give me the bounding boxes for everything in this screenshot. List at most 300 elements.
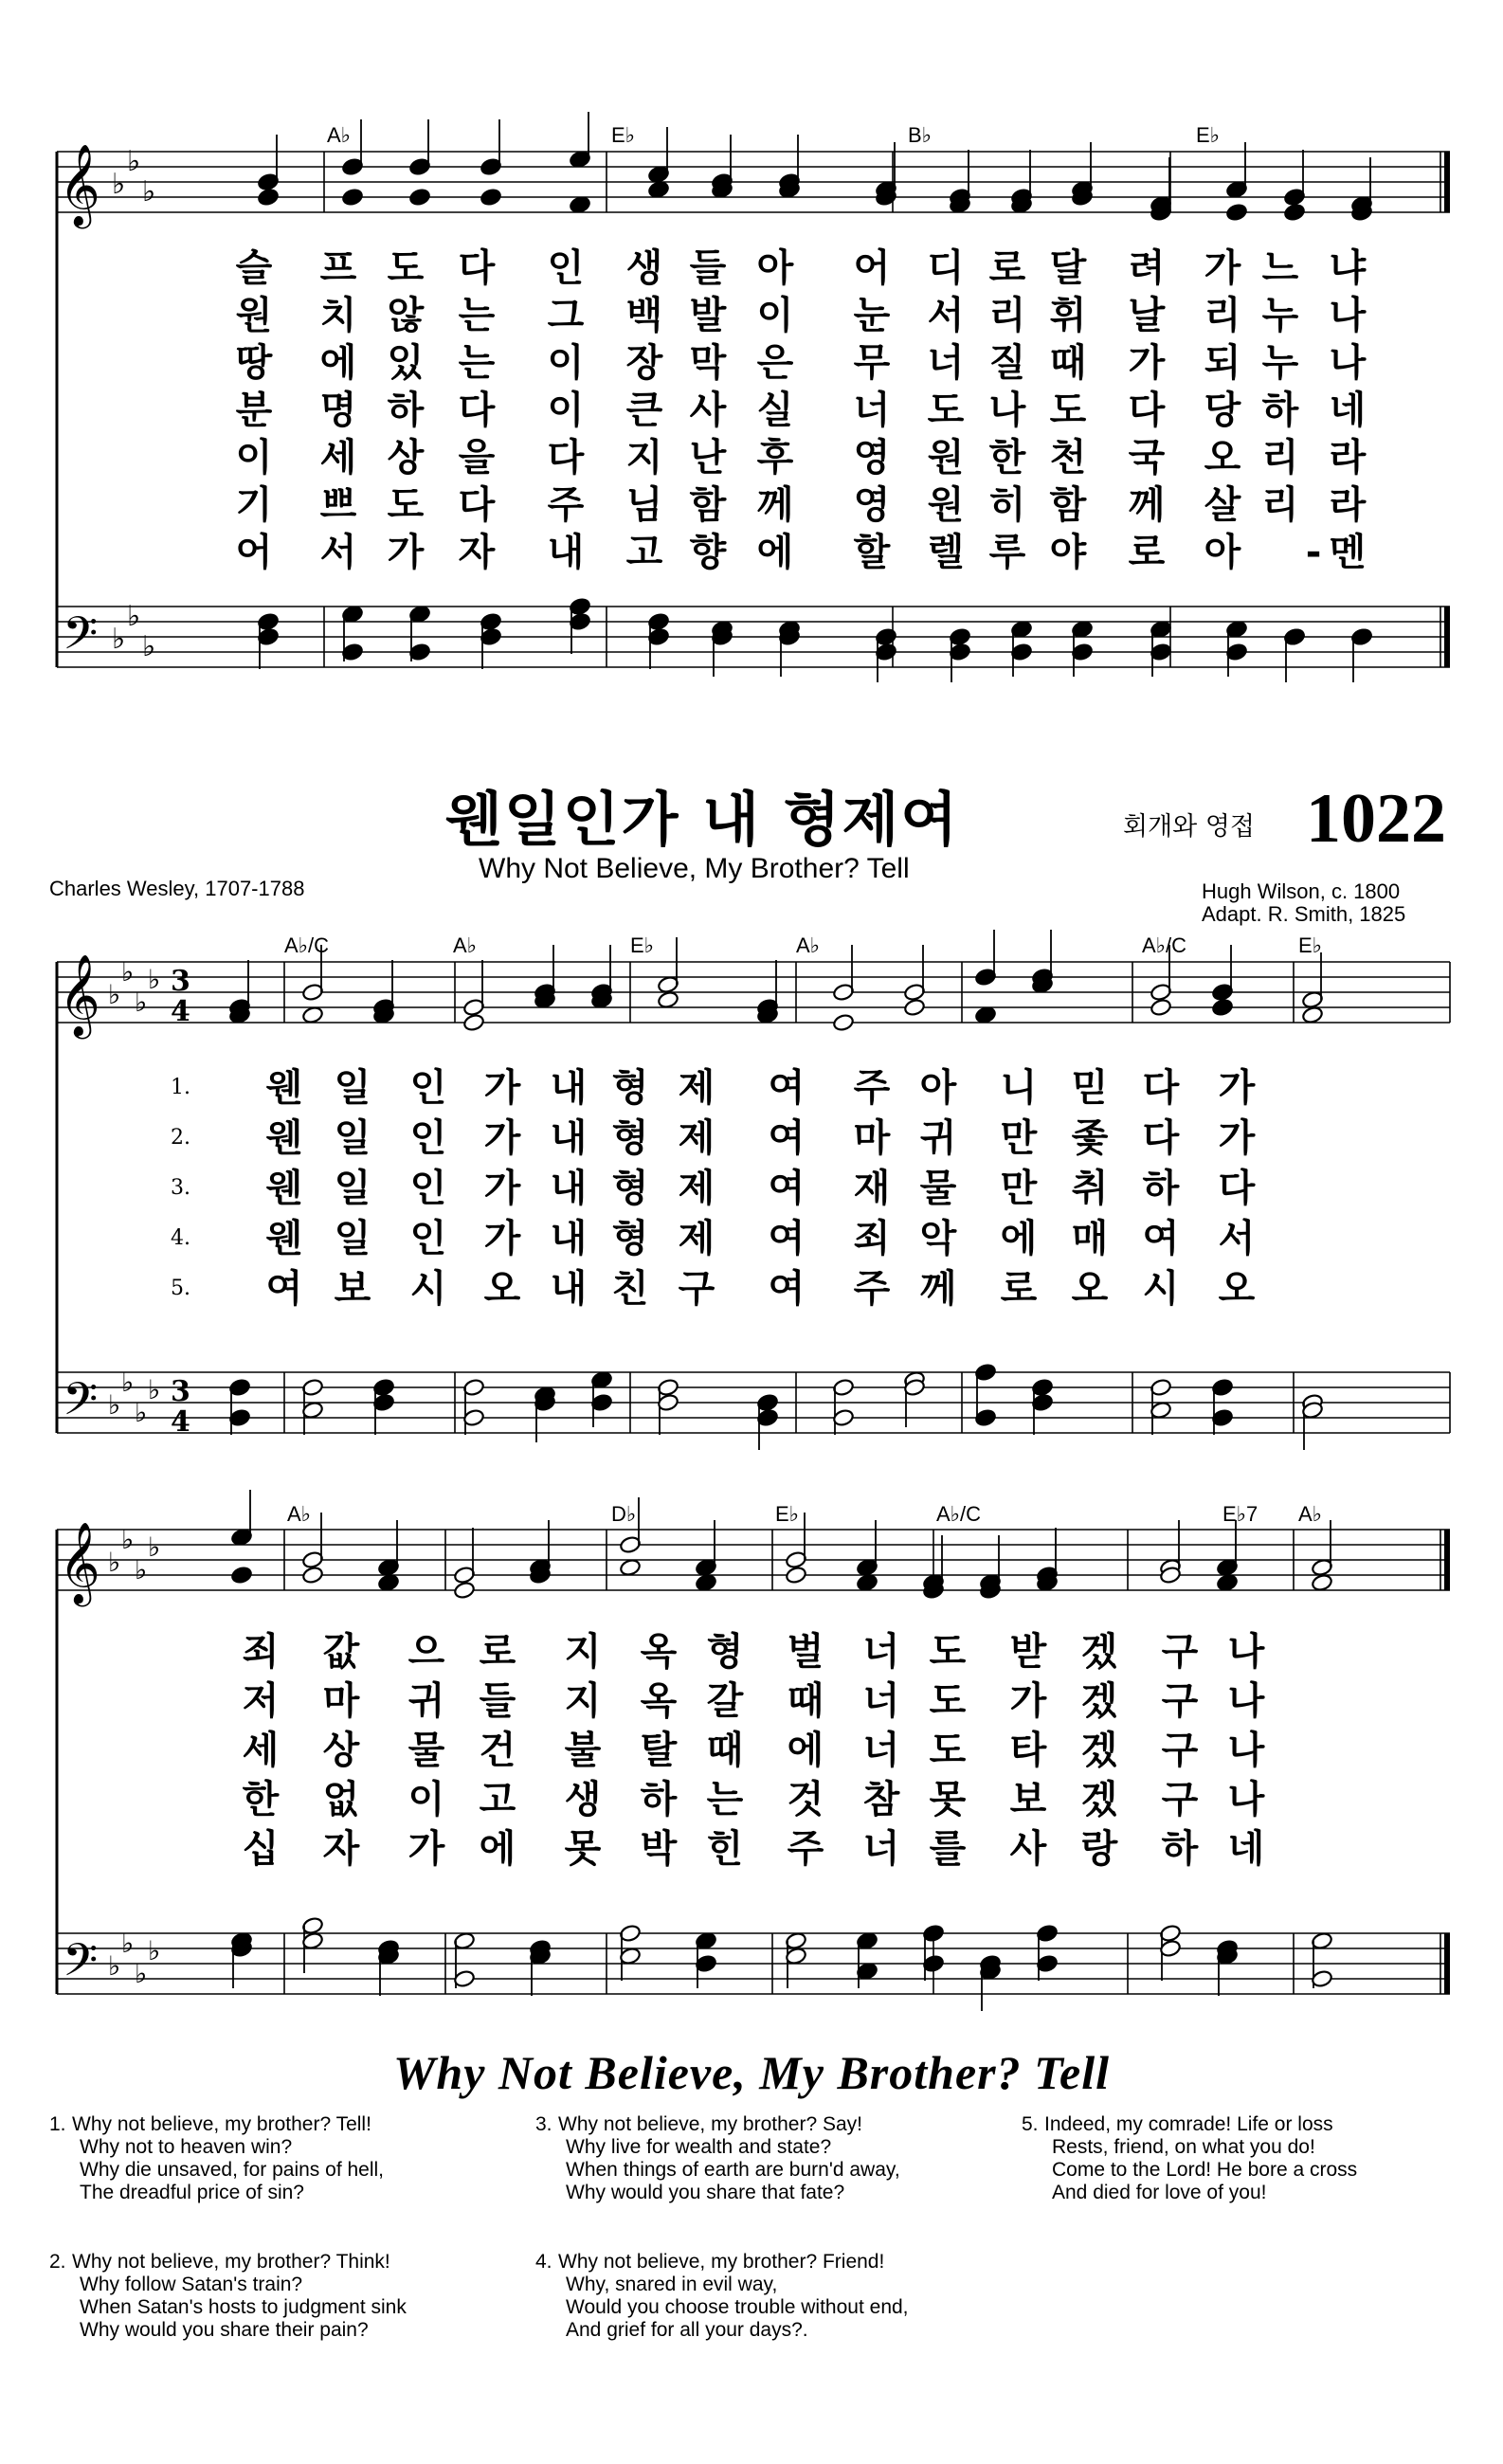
lyric-syllable: 주: [547, 483, 585, 527]
tune-credit-1: Hugh Wilson, c. 1800: [1202, 879, 1401, 903]
lyric-syllable: 악: [919, 1217, 957, 1260]
chord-symbol: E♭: [1298, 933, 1323, 957]
lyric-syllable: 나: [988, 389, 1026, 432]
english-verse-line: Why follow Satan's train?: [80, 2274, 303, 2295]
lyric-syllable: 형: [611, 1217, 649, 1260]
lyric-syllable: 탈: [640, 1729, 678, 1772]
lyric-syllable: 생: [564, 1778, 602, 1821]
lyric-line: [0, 1773, 1503, 1826]
lyric-syllable: 한: [988, 436, 1026, 480]
svg-text:♭: ♭: [135, 1958, 148, 1989]
lyric-syllable: 마: [853, 1116, 891, 1160]
lyric-syllable: 분: [235, 389, 273, 432]
lyric-syllable: 겠: [1080, 1778, 1118, 1821]
lyric-syllable: 오: [1204, 436, 1241, 480]
lyric-syllable: 너: [927, 341, 965, 385]
svg-text:♭: ♭: [108, 1389, 121, 1421]
lyric-syllable: 매: [1071, 1217, 1109, 1260]
lyric-syllable: 으: [407, 1630, 445, 1674]
notehead: [785, 1566, 807, 1585]
lyric-syllable: 원: [927, 436, 965, 480]
system-2-final-barline-bass: [1444, 1933, 1450, 1994]
lyric-syllable: 너: [862, 1630, 900, 1674]
lyric-syllable: 함: [689, 483, 727, 527]
english-verse-line: Indeed, my comrade! Life or loss: [1044, 2113, 1333, 2135]
lyric-syllable: 라: [1329, 436, 1367, 480]
lyric-syllable: 벌: [787, 1630, 824, 1674]
lyric-syllable: 멘: [1329, 531, 1367, 574]
english-verse-line: When Satan's hosts to judgment sink: [80, 2296, 407, 2318]
lyric-syllable: 가: [483, 1066, 521, 1110]
lyric-syllable: 발: [689, 294, 727, 337]
svg-text:♭: ♭: [148, 1374, 161, 1405]
svg-text:♭: ♭: [127, 145, 141, 178]
lyric-syllable: 인: [409, 1167, 447, 1210]
svg-text:♭: ♭: [121, 1524, 135, 1555]
english-verse-line: Why not to heaven win?: [80, 2136, 293, 2158]
lyric-syllable: 일: [334, 1217, 371, 1260]
system-2-treble-staff: [57, 1530, 1450, 1590]
notehead: [230, 1566, 253, 1585]
lyric-syllable: 시: [409, 1267, 447, 1311]
lyric-syllable: 원: [235, 294, 273, 337]
lyric-syllable: 들: [479, 1679, 516, 1723]
lyric-syllable: 여: [768, 1217, 806, 1260]
english-verse-number: 2.: [49, 2251, 66, 2273]
lyric-syllable: 을: [458, 436, 496, 480]
lyric-syllable: 세: [242, 1729, 280, 1772]
lyric-syllable: 에: [787, 1729, 824, 1772]
lyric-syllable: 어: [235, 531, 273, 574]
lyric-syllable: 실: [756, 389, 794, 432]
lyric-syllable: 다: [1142, 1116, 1180, 1160]
lyric-syllable: 죄: [853, 1217, 891, 1260]
lyric-syllable: 로: [479, 1630, 516, 1674]
notehead: [856, 1573, 878, 1592]
chord-symbol: D♭: [611, 1502, 637, 1526]
notehead: [1311, 1573, 1333, 1592]
svg-text:♭: ♭: [142, 175, 156, 208]
verse-number: 2.: [171, 1126, 190, 1150]
lyric-syllable: 내: [550, 1167, 588, 1210]
lyric-syllable: 저: [242, 1679, 280, 1723]
lyric-syllable: 서: [1218, 1217, 1256, 1260]
lyric-syllable: 나: [1227, 1778, 1265, 1821]
lyric-syllable: 형: [706, 1630, 744, 1674]
lyric-syllable: 믿: [1071, 1066, 1109, 1110]
lyric-syllable: 는: [458, 341, 496, 385]
lyric-syllable: 다: [458, 246, 496, 290]
lyric-syllable: 지: [564, 1630, 602, 1674]
lyric-syllable: 이: [235, 436, 273, 480]
lyric-syllable: 쁘: [319, 483, 357, 527]
verse-number: 3.: [171, 1176, 190, 1200]
english-verse-number: 1.: [49, 2113, 66, 2135]
chord-symbol: A♭: [796, 933, 821, 957]
lyric-syllable: 기: [235, 483, 273, 527]
lyric-syllable: 참: [862, 1778, 900, 1821]
chord-symbol: A♭/C: [936, 1502, 982, 1526]
lyric-syllable: 제: [678, 1116, 715, 1160]
svg-text:3: 3: [171, 1375, 190, 1408]
lyric-syllable: 라: [1329, 483, 1367, 527]
lyric-syllable: 나: [1227, 1630, 1265, 1674]
lyric-syllable: 못: [564, 1827, 602, 1871]
lyric-syllable: 되: [1204, 341, 1241, 385]
lyric-syllable: 때: [1049, 341, 1087, 385]
lyric-syllable: 루: [988, 531, 1026, 574]
lyric-syllable: 는: [706, 1778, 744, 1821]
lyric-syllable: 구: [1161, 1729, 1199, 1772]
lyric-syllable: 하: [1142, 1167, 1180, 1210]
lyric-syllable: 랑: [1080, 1827, 1118, 1871]
lyric-syllable: 다: [1128, 389, 1166, 432]
lyric-syllable: 살: [1204, 483, 1241, 527]
lyric-syllable: 막: [689, 341, 727, 385]
svg-text:♭: ♭: [112, 623, 126, 656]
lyric-syllable: 달: [1049, 246, 1087, 290]
system-1-treble-clef: 𝄞: [59, 954, 100, 1036]
lyric-syllable: 구: [678, 1267, 715, 1311]
lyric-syllable: 상: [322, 1729, 360, 1772]
chord-symbol: E♭7: [1222, 1502, 1259, 1526]
lyric-syllable: 형: [611, 1167, 649, 1210]
svg-text:3: 3: [171, 965, 190, 998]
lyric-syllable: 물: [407, 1729, 445, 1772]
lyric-syllable: 제: [678, 1066, 715, 1110]
lyric-syllable: 냐: [1329, 246, 1367, 290]
lyric-syllable: 가: [1009, 1679, 1047, 1723]
lyric-syllable: 취: [1071, 1167, 1109, 1210]
lyric-syllable: 주: [853, 1267, 891, 1311]
english-verse: [49, 2113, 384, 2204]
notehead: [301, 1566, 324, 1585]
notehead: [453, 1581, 476, 1600]
lyric-syllable: 내: [547, 531, 585, 574]
lyric-syllable: 보: [1009, 1778, 1047, 1821]
lyric-syllable: 치: [319, 294, 357, 337]
lyric-syllable: 물: [919, 1167, 957, 1210]
lyric-syllable: 네: [1329, 389, 1367, 432]
svg-text:♭: ♭: [121, 956, 135, 987]
lyric-syllable: 도: [929, 1630, 967, 1674]
svg-text:♭: ♭: [108, 1950, 121, 1982]
lyric-syllable: 없: [322, 1778, 360, 1821]
lyric-syllable: 다: [1218, 1167, 1256, 1210]
chord-symbol: E♭: [1196, 123, 1221, 147]
system-2-final-barline: [1444, 1530, 1450, 1590]
lyric-syllable: 백: [625, 294, 663, 337]
lyric-syllable: 가: [483, 1116, 521, 1160]
lyric-syllable: 옥: [640, 1630, 678, 1674]
lyric-syllable: 야: [1049, 531, 1087, 574]
lyric-syllable: 형: [611, 1066, 649, 1110]
english-verse-line: And grief for all your days?.: [566, 2319, 808, 2341]
svg-text:♭: ♭: [148, 1935, 161, 1966]
english-verse-line: Would you choose trouble without end,: [566, 2296, 909, 2318]
text-credit: Charles Wesley, 1707-1788: [49, 877, 305, 900]
lyric-syllable: 때: [706, 1729, 744, 1772]
lyric-syllable: 도: [387, 246, 425, 290]
lyric-syllable: 자: [458, 531, 496, 574]
english-verse-line: Why not believe, my brother? Tell!: [72, 2113, 371, 2135]
chord-symbol: A♭: [1298, 1502, 1323, 1526]
lyric-syllable: 나: [1227, 1729, 1265, 1772]
lyric-syllable: 누: [1261, 294, 1299, 337]
lyric-syllable: 는: [458, 294, 496, 337]
lyric-syllable: 영: [853, 483, 891, 527]
notehead: [695, 1573, 717, 1592]
hyphen-dash: -: [1305, 531, 1322, 574]
lyric-syllable: 가: [387, 531, 425, 574]
lyric-syllable: 주: [787, 1827, 824, 1871]
lyric-line: [0, 1625, 1503, 1678]
lyric-syllable: 너: [862, 1827, 900, 1871]
lyric-syllable: 도: [927, 389, 965, 432]
lyric-syllable: 내: [550, 1066, 588, 1110]
lyric-syllable: 누: [1261, 341, 1299, 385]
lyric-syllable: 나: [1227, 1679, 1265, 1723]
lyric-syllable: 구: [1161, 1630, 1199, 1674]
lyric-syllable: 타: [1009, 1729, 1047, 1772]
svg-text:♭: ♭: [121, 1928, 135, 1959]
lyric-syllable: 려: [1128, 246, 1166, 290]
lyric-syllable: 나: [1329, 341, 1367, 385]
lyric-syllable: 지: [564, 1679, 602, 1723]
lyric-syllable: 명: [319, 389, 357, 432]
lyric-syllable: 에: [1000, 1217, 1038, 1260]
lyric-syllable: 아: [1204, 531, 1241, 574]
system-2-bass-clef: 𝄢: [63, 1933, 99, 1998]
lyric-syllable: 받: [1009, 1630, 1047, 1674]
lyric-syllable: 도: [929, 1729, 967, 1772]
notehead: [1216, 1573, 1239, 1592]
hymn-category: 회개와 영접: [1123, 812, 1255, 842]
lyric-syllable: 구: [1161, 1679, 1199, 1723]
lyric-line: [0, 1822, 1503, 1875]
system-1-bass-clef: 𝄢: [63, 1372, 99, 1437]
lyric-syllable: 형: [611, 1116, 649, 1160]
notehead: [619, 1558, 642, 1577]
english-verse-line: Why would you share that fate?: [566, 2182, 845, 2203]
top-treble-clef: 𝄞: [59, 144, 100, 226]
lyric-syllable: 제: [678, 1167, 715, 1210]
lyric-syllable: 리: [1261, 483, 1299, 527]
lyric-syllable: 은: [756, 341, 794, 385]
chord-symbol: A♭/C: [1142, 933, 1187, 957]
lyric-syllable: 시: [1142, 1267, 1180, 1311]
svg-text:♭: ♭: [135, 1554, 148, 1585]
lyric-syllable: 제: [678, 1217, 715, 1260]
english-verse-line: The dreadful price of sin?: [80, 2182, 304, 2203]
lyric-syllable: 이: [547, 389, 585, 432]
svg-text:♭: ♭: [148, 964, 161, 995]
lyric-syllable: 리: [1204, 294, 1241, 337]
lyric-syllable: 장: [625, 341, 663, 385]
top-bass-clef: 𝄢: [63, 607, 99, 671]
lyric-syllable: 아: [756, 246, 794, 290]
lyric-syllable: 가: [1204, 246, 1241, 290]
lyric-syllable: 아: [919, 1066, 957, 1110]
lyric-syllable: 이: [407, 1778, 445, 1821]
hymn-title-english: Why Not Believe, My Brother? Tell: [479, 853, 910, 884]
lyric-syllable: 로: [1000, 1267, 1038, 1311]
svg-text:4: 4: [171, 995, 190, 1028]
lyric-syllable: 여: [265, 1267, 303, 1311]
lyric-syllable: 어: [853, 246, 891, 290]
lyric-syllable: 무: [853, 341, 891, 385]
lyric-syllable: 땅: [235, 341, 273, 385]
lyric-syllable: 죄: [242, 1630, 280, 1674]
lyric-syllable: 힌: [706, 1827, 744, 1871]
lyric-syllable: 여: [768, 1267, 806, 1311]
lyric-syllable: 다: [458, 389, 496, 432]
lyric-syllable: 일: [334, 1066, 371, 1110]
verse-number: 4.: [171, 1226, 190, 1250]
english-verse-line: Why not believe, my brother? Think!: [72, 2251, 390, 2273]
svg-text:♭: ♭: [148, 1531, 161, 1563]
english-verse-line: Rests, friend, on what you do!: [1052, 2136, 1315, 2158]
lyric-syllable: 가: [1128, 341, 1166, 385]
lyric-syllable: 국: [1128, 436, 1166, 480]
system-2-bass-staff: [57, 1933, 1450, 1994]
lyric-syllable: 프: [319, 246, 357, 290]
lyric-syllable: 께: [756, 483, 794, 527]
english-verse-line: Why live for wealth and state?: [566, 2136, 832, 2158]
chord-symbol: A♭: [453, 933, 478, 957]
tune-credit-2: Adapt. R. Smith, 1825: [1202, 902, 1406, 926]
lyric-syllable: 네: [1227, 1827, 1265, 1871]
svg-text:♭: ♭: [142, 630, 156, 663]
lyric-syllable: 께: [1128, 483, 1166, 527]
lyric-syllable: 내: [550, 1217, 588, 1260]
lyric-syllable: 일: [334, 1116, 371, 1160]
verse-number: 1.: [171, 1076, 190, 1099]
lyric-syllable: 영: [853, 436, 891, 480]
lyric-syllable: 오: [483, 1267, 521, 1311]
lyric-syllable: 이: [547, 341, 585, 385]
lyric-syllable: 들: [689, 246, 727, 290]
lyric-syllable: 하: [640, 1778, 678, 1821]
lyric-syllable: 만: [1000, 1167, 1038, 1210]
lyric-syllable: 로: [1128, 531, 1166, 574]
english-verse-line: Why would you share their pain?: [80, 2319, 369, 2341]
lyric-syllable: 내: [550, 1267, 588, 1311]
lyric-syllable: 휘: [1049, 294, 1087, 337]
english-verse-line: Why not believe, my brother? Friend!: [558, 2251, 885, 2273]
english-verse-line: Come to the Lord! He bore a cross: [1052, 2159, 1358, 2181]
english-verse-line: Why not believe, my brother? Say!: [558, 2113, 862, 2135]
lyric-syllable: 오: [1218, 1267, 1256, 1311]
lyric-syllable: 마: [322, 1679, 360, 1723]
lyric-syllable: 를: [929, 1827, 967, 1871]
lyric-syllable: 천: [1049, 436, 1087, 480]
lyric-syllable: 박: [640, 1827, 678, 1871]
lyric-syllable: 나: [1329, 294, 1367, 337]
lyric-syllable: 갈: [706, 1679, 744, 1723]
lyric-syllable: 일: [334, 1167, 371, 1210]
lyric-syllable: 하: [1261, 389, 1299, 432]
lyric-syllable: 렐: [927, 531, 965, 574]
lyric-syllable: 웬: [265, 1217, 303, 1260]
svg-text:4: 4: [171, 1405, 190, 1439]
lyric-syllable: 눈: [853, 294, 891, 337]
lyric-syllable: 서: [319, 531, 357, 574]
svg-text:♭: ♭: [108, 979, 121, 1010]
svg-text:♭: ♭: [127, 600, 141, 633]
lyric-syllable: 다: [1142, 1066, 1180, 1110]
chord-symbol: E♭: [611, 123, 636, 147]
lyric-syllable: 인: [409, 1066, 447, 1110]
lyric-syllable: 도: [1049, 389, 1087, 432]
lyric-syllable: 당: [1204, 389, 1241, 432]
lyric-syllable: 후: [756, 436, 794, 480]
lyric-syllable: 함: [1049, 483, 1087, 527]
lyric-syllable: 여: [768, 1116, 806, 1160]
english-verse-line: And died for love of you!: [1052, 2182, 1267, 2203]
svg-text:♭: ♭: [121, 1367, 135, 1398]
lyric-syllable: 큰: [625, 389, 663, 432]
svg-text:♭: ♭: [112, 168, 126, 201]
lyric-syllable: 슬: [235, 246, 273, 290]
lyric-syllable: 때: [787, 1679, 824, 1723]
english-verse: [49, 2251, 407, 2342]
lyric-syllable: 것: [787, 1778, 824, 1821]
lyric-syllable: 여: [1142, 1217, 1180, 1260]
lyric-syllable: 웬: [265, 1167, 303, 1210]
lyric-syllable: 여: [768, 1066, 806, 1110]
lyric-syllable: 재: [853, 1167, 891, 1210]
lyric-syllable: 하: [1161, 1827, 1199, 1871]
lyric-syllable: 다: [547, 436, 585, 480]
lyric-syllable: 겠: [1080, 1630, 1118, 1674]
chord-symbol: E♭: [630, 933, 655, 957]
verse-number: 5.: [171, 1277, 190, 1300]
english-verse-line: Why die unsaved, for pains of hell,: [80, 2159, 385, 2181]
lyric-syllable: 님: [625, 483, 663, 527]
lyric-syllable: 에: [479, 1827, 516, 1871]
lyric-syllable: 너: [862, 1679, 900, 1723]
english-verse-number: 3.: [535, 2113, 552, 2135]
lyric-syllable: 너: [853, 389, 891, 432]
lyric-syllable: 웬: [265, 1066, 303, 1110]
lyric-syllable: 난: [689, 436, 727, 480]
lyric-syllable: 한: [242, 1778, 280, 1821]
system-2-treble-clef: 𝄞: [59, 1522, 100, 1603]
lyric-syllable: 니: [1000, 1066, 1038, 1110]
lyric-syllable: 인: [409, 1116, 447, 1160]
english-verse: [535, 2251, 909, 2342]
lyric-syllable: 보: [334, 1267, 371, 1311]
chord-symbol: E♭: [775, 1502, 800, 1526]
lyric-syllable: 인: [547, 246, 585, 290]
svg-text:♭: ♭: [135, 987, 148, 1018]
lyric-syllable: 상: [387, 436, 425, 480]
lyric-syllable: 가: [483, 1217, 521, 1260]
lyric-syllable: 좇: [1071, 1116, 1109, 1160]
english-verse-line: Why, snared in evil way,: [566, 2274, 778, 2295]
lyric-syllable: 너: [862, 1729, 900, 1772]
lyric-syllable: 여: [768, 1167, 806, 1210]
lyric-syllable: 에: [319, 341, 357, 385]
lyric-syllable: 질: [988, 341, 1026, 385]
chord-symbol: A♭: [287, 1502, 312, 1526]
lyric-syllable: 사: [689, 389, 727, 432]
lyric-syllable: 가: [483, 1167, 521, 1210]
english-verse-number: 5.: [1022, 2113, 1039, 2135]
english-verse: [1022, 2113, 1357, 2204]
lyric-syllable: 향: [689, 531, 727, 574]
